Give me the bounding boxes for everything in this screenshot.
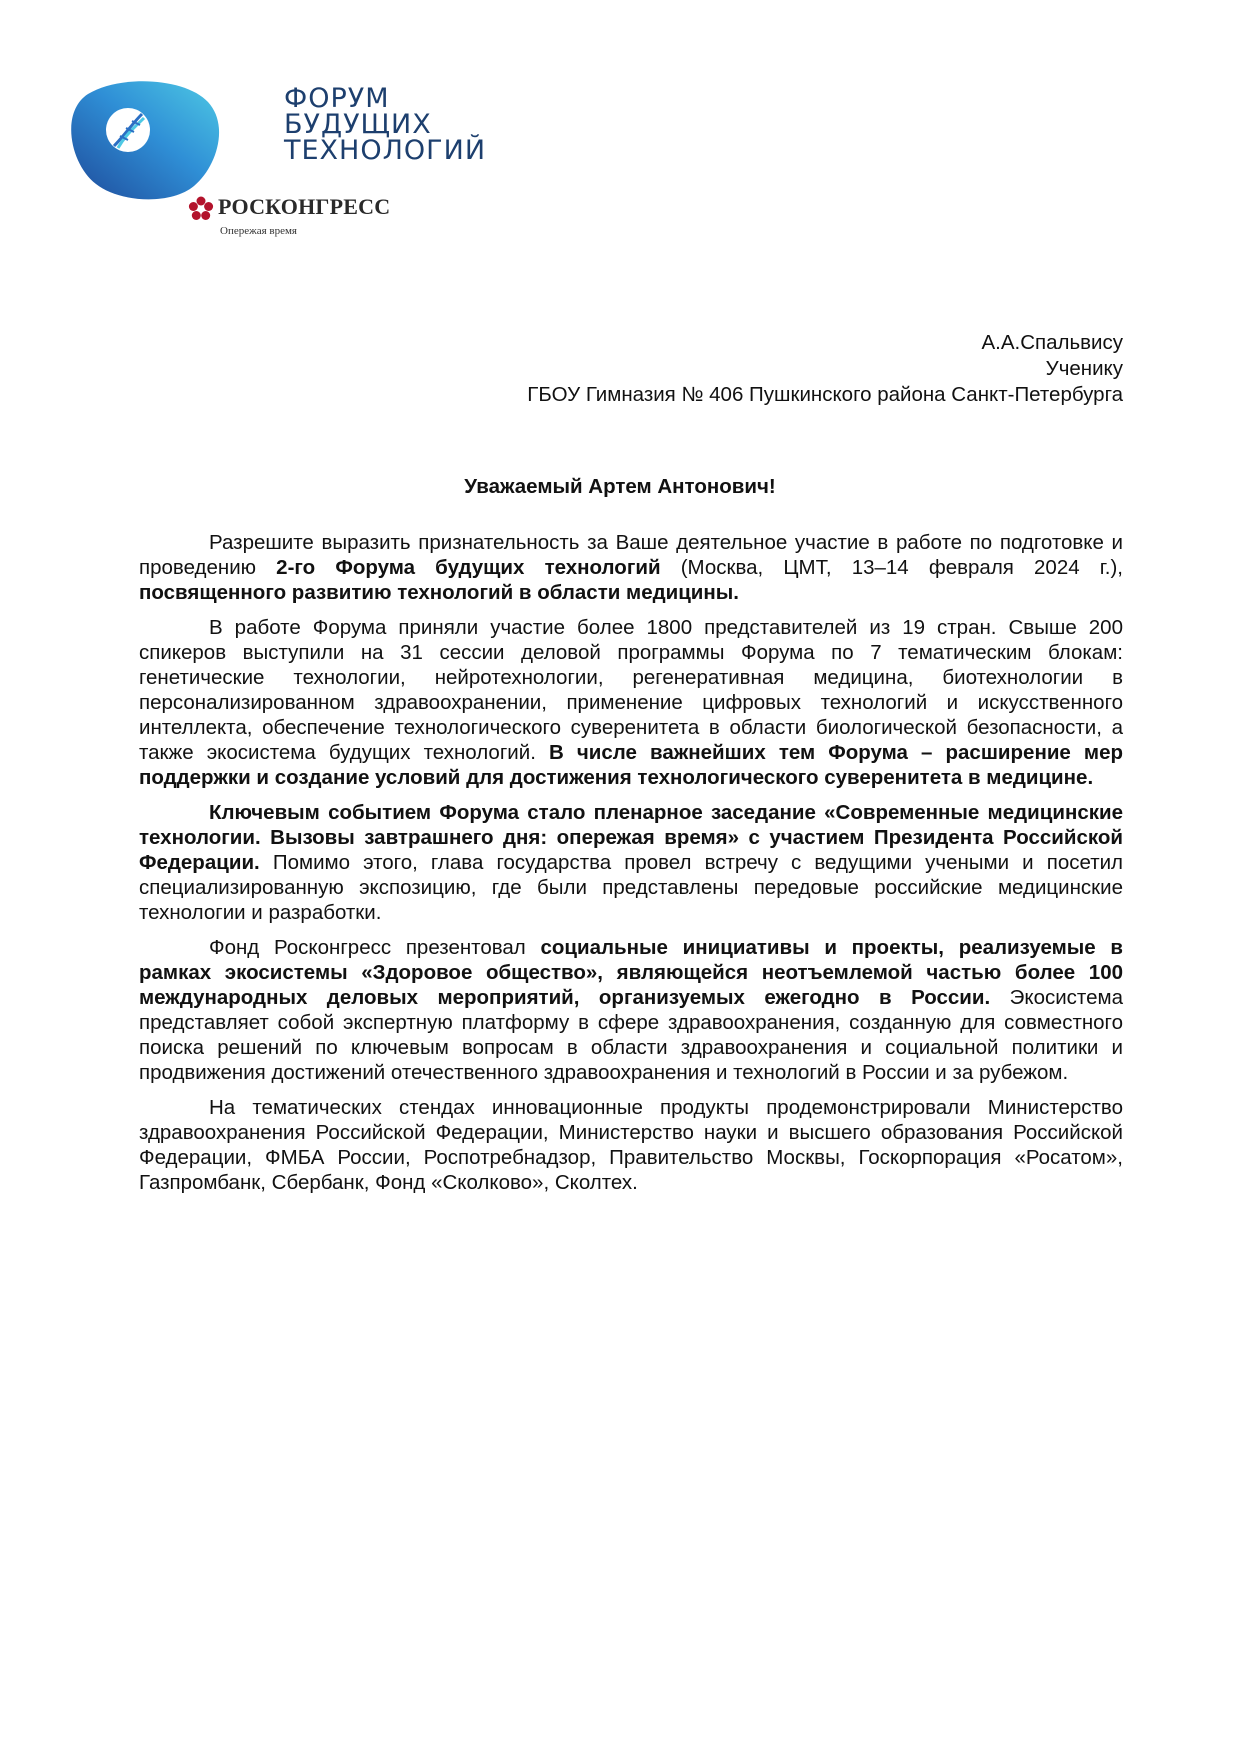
forum-emblem-icon (66, 76, 226, 206)
recipient-school: ГБОУ Гимназия № 406 Пушкинского района Санкт-Петербурга (527, 383, 1123, 406)
recipient-block (527, 330, 1123, 408)
paragraph-text: На тематических стендах инновационные продукты продемонстрировали Министерство здравоохранения Российской Федерации, Министерство науки и высшего образования Российской Федерации, ФМБА России, Роспотребнадзор, Правительство Москвы, Госкорпорация «Росатом», Газпромбанк, Сбербанк, Фонд «Сколково», Сколтех. (139, 1096, 1123, 1194)
paragraph-bold-text: Ключевым событием Форума стало пленарное заседание «Современные медицинские технологии. Вызовы завтрашнего дня: опережая время» с участием Президента Российской Федерации. (139, 801, 1123, 874)
paragraph-text: В работе Форума приняли участие более 1800 представителей из 19 стран. Свыше 200 спикеров выступили на 31 сессии деловой программы Форума по 7 тематическим блокам: генетические технологии, нейротехнологии, регенеративная медицина, биотехнологии в персонализированном здравоохранении, применение цифровых технологий и искусственного интеллекта, обеспечение технологического суверенитета в области биологической безопасности, а также экосистема будущих технологий. (139, 616, 1123, 764)
paragraph-text: (Москва, ЦМТ, 13–14 февраля 2024 г.), (660, 556, 1123, 579)
roscongress-flower-icon (188, 196, 214, 222)
paragraph-text: Разрешите выразить признательность за Ваше деятельное участие в работе по подготовке и проведению (139, 531, 1123, 579)
forum-logo (60, 70, 500, 240)
letter-body (139, 530, 1123, 1205)
paragraph-3 (139, 800, 1123, 925)
paragraph-bold-text: посвященного развитию технологий в области медицины. (139, 581, 739, 604)
forum-logo-title: ФОРУМ БУДУЩИХ ТЕХНОЛОГИЙ (284, 83, 487, 166)
roscongress-tagline: Опережая время (220, 225, 297, 237)
paragraph-bold-text: социальные инициативы и проекты, реализуемые в рамках экосистемы «Здоровое общество», являющейся неотъемлемой частью более 100 международных деловых мероприятий, организуемых ежегодно в России. (139, 936, 1123, 1009)
paragraph-1 (139, 530, 1123, 605)
recipient-role: Ученику (1045, 357, 1123, 380)
recipient-name: А.А.Спальвису (981, 331, 1123, 354)
paragraph-2 (139, 615, 1123, 790)
paragraph-4 (139, 935, 1123, 1085)
roscongress-name: РОСКОНГРЕСС (218, 194, 391, 219)
paragraph-bold-text: 2-го Форума будущих технологий (276, 556, 661, 579)
paragraph-text: Фонд Росконгресс презентовал (209, 936, 541, 959)
paragraph-5 (139, 1095, 1123, 1195)
letter-greeting: Уважаемый Артем Антонович! (464, 475, 776, 498)
paragraph-text: Экосистема представляет собой экспертную платформу в сфере здравоохранения, созданную для совместного поиска решений по ключевым вопросам в области здравоохранения и социальной политики и продвижения достижений отечественного здравоохранения и технологий в России и за рубежом. (139, 986, 1123, 1084)
paragraph-bold-text: В числе важнейших тем Форума – расширение мер поддержки и создание условий для достижения технологического суверенитета в медицине. (139, 741, 1123, 789)
paragraph-text: Помимо этого, глава государства провел встречу с ведущими учеными и посетил специализированную экспозицию, где были представлены передовые российские медицинские технологии и разработки. (139, 851, 1123, 924)
